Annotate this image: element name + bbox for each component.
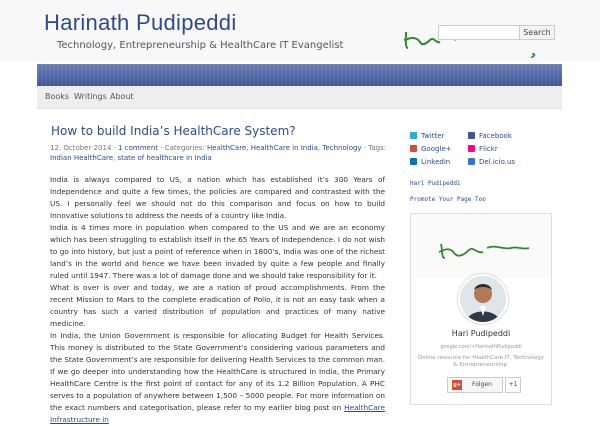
- profile-name[interactable]: Hari Pudipeddi: [451, 329, 511, 338]
- avatar[interactable]: [458, 274, 508, 324]
- social-label: Del.icio.us: [479, 158, 516, 166]
- category-link-healthcare[interactable]: HealthCare: [207, 144, 247, 152]
- search-box: [438, 25, 555, 40]
- search-input[interactable]: [439, 26, 517, 39]
- category-link-technology[interactable]: Technology: [322, 144, 362, 152]
- nav-banner-pattern: [37, 64, 562, 86]
- paragraph-text: If we go deeper into understanding how the HealthCare is structured in India, the Primary HealthCare Centre is the first point of contact for any of its 1.2 Billion Population. A PHC serves to a population of anywhere between 1,500 – 5000 people. For more information on the exact numbers and categorisation, please refer to my earlier blog post on: [50, 367, 385, 412]
- post-content: [50, 174, 385, 426]
- banner-signature: [411, 214, 551, 278]
- meta-separator: ·: [111, 144, 119, 152]
- tags-label: · Tags:: [361, 144, 387, 152]
- social-label: Google+: [421, 145, 452, 153]
- social-label: Linkedin: [421, 158, 451, 166]
- social-label: Twitter: [421, 132, 445, 140]
- social-link-twitter[interactable]: [410, 132, 444, 140]
- menu-item-books[interactable]: Books: [45, 92, 70, 101]
- comments-link[interactable]: 1 comment: [118, 144, 159, 152]
- social-link-googleplus[interactable]: [410, 145, 452, 153]
- site-title[interactable]: Harinath Pudipeddi: [44, 10, 237, 35]
- follow-button[interactable]: [447, 377, 503, 393]
- site-description: Technology, Entrepreneurship & HealthCare IT Evangelist: [57, 40, 344, 51]
- social-link-facebook[interactable]: [468, 132, 512, 140]
- linkedin-icon: [410, 158, 417, 165]
- post-meta: 12. October 2014 · 1 comment · Categories: HealthCare, HealthCare in India, Technology · Tags: Indian HealthCare, state of healthcare in India: [50, 144, 387, 162]
- paragraph: India is 4 times more in population when compared to the US and we are an economy which has been struggling to establish itself in the 65 Years of Independence. I do not wish to go into history, but just a point of reference when in 1800’s, India was one of the richest land’s in the world and hence we have been invaded by quite a few people and finally ruled until 1947. There was a lot of damage done and we should take responsibility for it.: [50, 223, 385, 280]
- follow-label: Folgen: [472, 381, 492, 388]
- social-label: Flickr: [479, 145, 498, 153]
- menu-item-writings[interactable]: Writings: [74, 92, 107, 101]
- search-button[interactable]: Search: [519, 26, 554, 39]
- googleplus-icon: g+: [453, 382, 461, 388]
- twitter-icon: [410, 132, 417, 139]
- social-link-delicious[interactable]: [468, 158, 515, 166]
- flickr-icon: [468, 145, 475, 152]
- tag-link-indian-healthcare[interactable]: Indian HealthCare: [50, 154, 114, 162]
- header: [0, 0, 600, 62]
- plus-one-button[interactable]: +1: [505, 377, 521, 393]
- social-link-linkedin[interactable]: [410, 158, 450, 166]
- social-link-flickr[interactable]: [468, 145, 498, 153]
- profile-banner: [411, 214, 551, 278]
- facebook-icon: [468, 132, 475, 139]
- paragraph: What is over is over and today, we are a nation of proud accomplishments. From the recent Mission to Mars to the complete eradication of Polio, it is not an easy task when a country has such a varied distribution of population and practices of many native medicine.: [50, 283, 385, 328]
- tag-link-state-healthcare[interactable]: state of healthcare in India: [117, 154, 212, 162]
- promote-page-link[interactable]: Promote Your Page Too: [410, 196, 486, 203]
- paragraph: [50, 366, 385, 426]
- profile-url[interactable]: google.com/+HarinathPudipeddi: [440, 344, 522, 350]
- menu-item-about[interactable]: About: [110, 92, 134, 101]
- googleplus-icon: [410, 145, 417, 152]
- categories-label: · Categories:: [158, 144, 208, 152]
- delicious-icon: [468, 158, 475, 165]
- avatar-portrait: [460, 276, 506, 322]
- author-link[interactable]: Hari Pudipeddi: [410, 180, 461, 187]
- profile-bio: Online resource for HealthCare IT, Technology & Entrepreneurship.: [417, 355, 545, 368]
- social-label: Facebook: [479, 132, 512, 140]
- google-plus-badge: [410, 213, 552, 405]
- post-date: 12. October 2014: [50, 144, 112, 152]
- post-title[interactable]: How to build India’s HealthCare System?: [51, 124, 296, 138]
- healthcare-infrastructure-link[interactable]: HealthCare Infrastructure in: [50, 403, 385, 424]
- main-menu: [37, 86, 562, 109]
- paragraph: India is always compared to US, a nation which has established it’s 300 Years of Independence and quite a few times, the policies are compared and contrasted with the US. I personally feel we should not do this comparison and focus on how to build Innovative solutions to address the needs of a country like India.: [50, 175, 385, 220]
- category-link-healthcare-india[interactable]: HealthCare in India: [250, 144, 318, 152]
- paragraph: In India, the Union Government is responsible for allocating Budget for Health Services. This money is distributed to the State Government’s considering various parameters and the State Government’s are responsible for delivering Health Services to the common man.: [50, 331, 386, 364]
